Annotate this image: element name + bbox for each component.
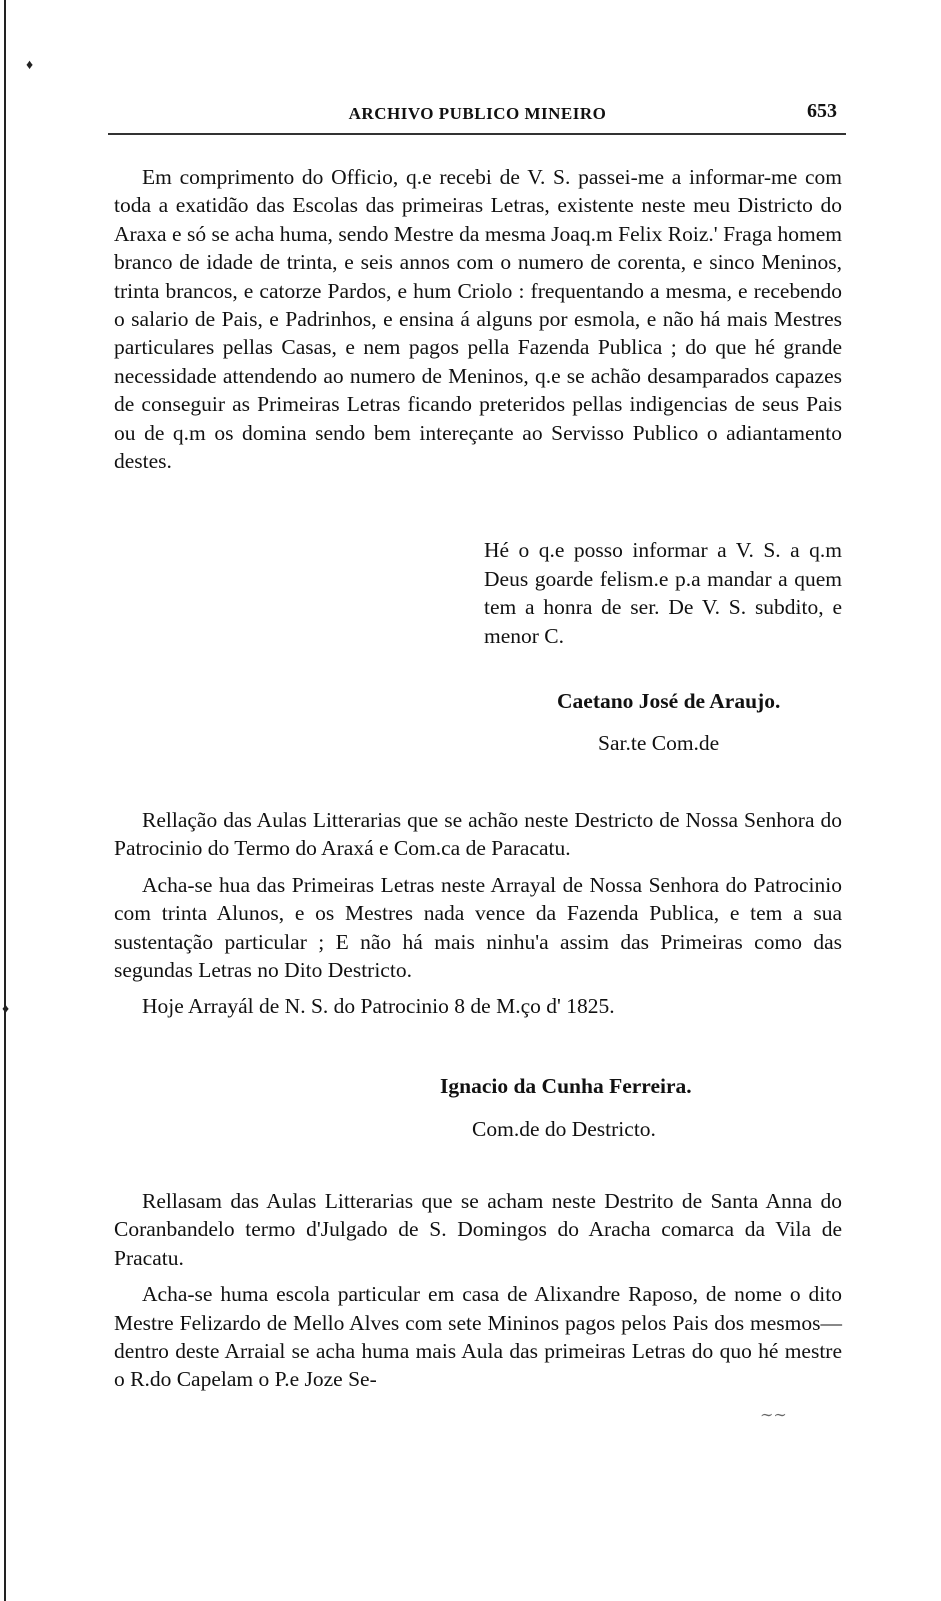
scan-smudge-icon: ∼∼ bbox=[760, 1407, 787, 1424]
signature-title: Sar.te Com.de bbox=[598, 731, 720, 755]
report-section-patrocinio bbox=[114, 806, 842, 1021]
report-body: Acha-se huma escola particular em casa de Alixandre Raposo, de nome o dito Mestre Felizardo de Mello Alves com sete Mininos pagos pelos Pais dos mesmos—dentro deste Arraial se acha huma mais Aula das primeiras Letras do quo hé mestre o R.do Capelam o P.e Joze Se- bbox=[114, 1282, 842, 1392]
page-edge-line bbox=[4, 0, 6, 1601]
margin-ornament-icon: ♦ bbox=[2, 1002, 10, 1017]
report-body: Acha-se hua das Primeiras Letras neste Arrayal de Nossa Senhora do Patrocinio com trinta Alunos, e os Mestres nada vence da Fazenda Publica, e tem a sua sustentação particular ; E não há mais ninhu'a assim das Primeiras como das segundas Letras no Dito Destricto. bbox=[114, 872, 842, 983]
report-section-santa-anna bbox=[114, 1187, 842, 1394]
report-date: Hoje Arrayál de N. S. do Patrocinio 8 de M.ço d' 1825. bbox=[142, 994, 615, 1019]
page-header bbox=[110, 100, 845, 130]
letter-closing bbox=[484, 536, 842, 650]
report-intro: Rellação das Aulas Litterarias que se achão neste Destricto de Nossa Senhora do Patrocinio do Termo do Araxá e Com.ca de Paracatu. bbox=[114, 808, 842, 861]
running-head: ARCHIVO PUBLICO MINEIRO bbox=[348, 104, 607, 123]
letter-body bbox=[114, 163, 842, 475]
margin-ornament-icon: ♦ bbox=[26, 58, 34, 73]
page-number: 653 bbox=[807, 100, 837, 122]
report-intro: Rellasam das Aulas Litterarias que se acham neste Destrito de Santa Anna do Coranbandelo termo d'Julgado de S. Domingos do Aracha comarca da Vila de Pracatu. bbox=[114, 1189, 842, 1270]
signature-name: Caetano José de Araujo. bbox=[557, 689, 781, 713]
closing-text: Hé o q.e posso informar a V. S. a q.m Deus goarde felism.e p.a mandar a quem tem a honra de ser. De V. S. subdito, e menor C. bbox=[484, 538, 842, 648]
signature-title: Com.de do Destricto. bbox=[472, 1117, 656, 1141]
header-rule bbox=[108, 133, 846, 135]
signature-name: Ignacio da Cunha Ferreira. bbox=[440, 1074, 692, 1098]
letter-paragraph: Em comprimento do Officio, q.e recebi de V. S. passei-me a informar-me com toda a exatidão das Escolas das primeiras Letras, existente neste meu Districto do Araxa e só se acha huma, sendo Mestre da mesma Joaq.m Felix Roiz.' Fraga homem branco de idade de trinta, e seis annos com o numero de corenta, e sinco Meninos, trinta brancos, e catorze Pardos, e hum Criolo : frequentando a mesma, e recebendo o salario de Pais, e Padrinhos, e ensina á alguns por esmola, e não há mais Mestres particulares pellas Casas, e nem pagos pella Fazenda Publica ; do que hé grande necessidade attendendo ao numero de Meninos, q.e se achão desamparados capazes de conseguir as Primeiras Letras ficando preteridos pellas indigencias de seus Pais ou de q.m os domina sendo bem intereçante ao Servisso Publico o adiantamento destes. bbox=[114, 165, 842, 474]
